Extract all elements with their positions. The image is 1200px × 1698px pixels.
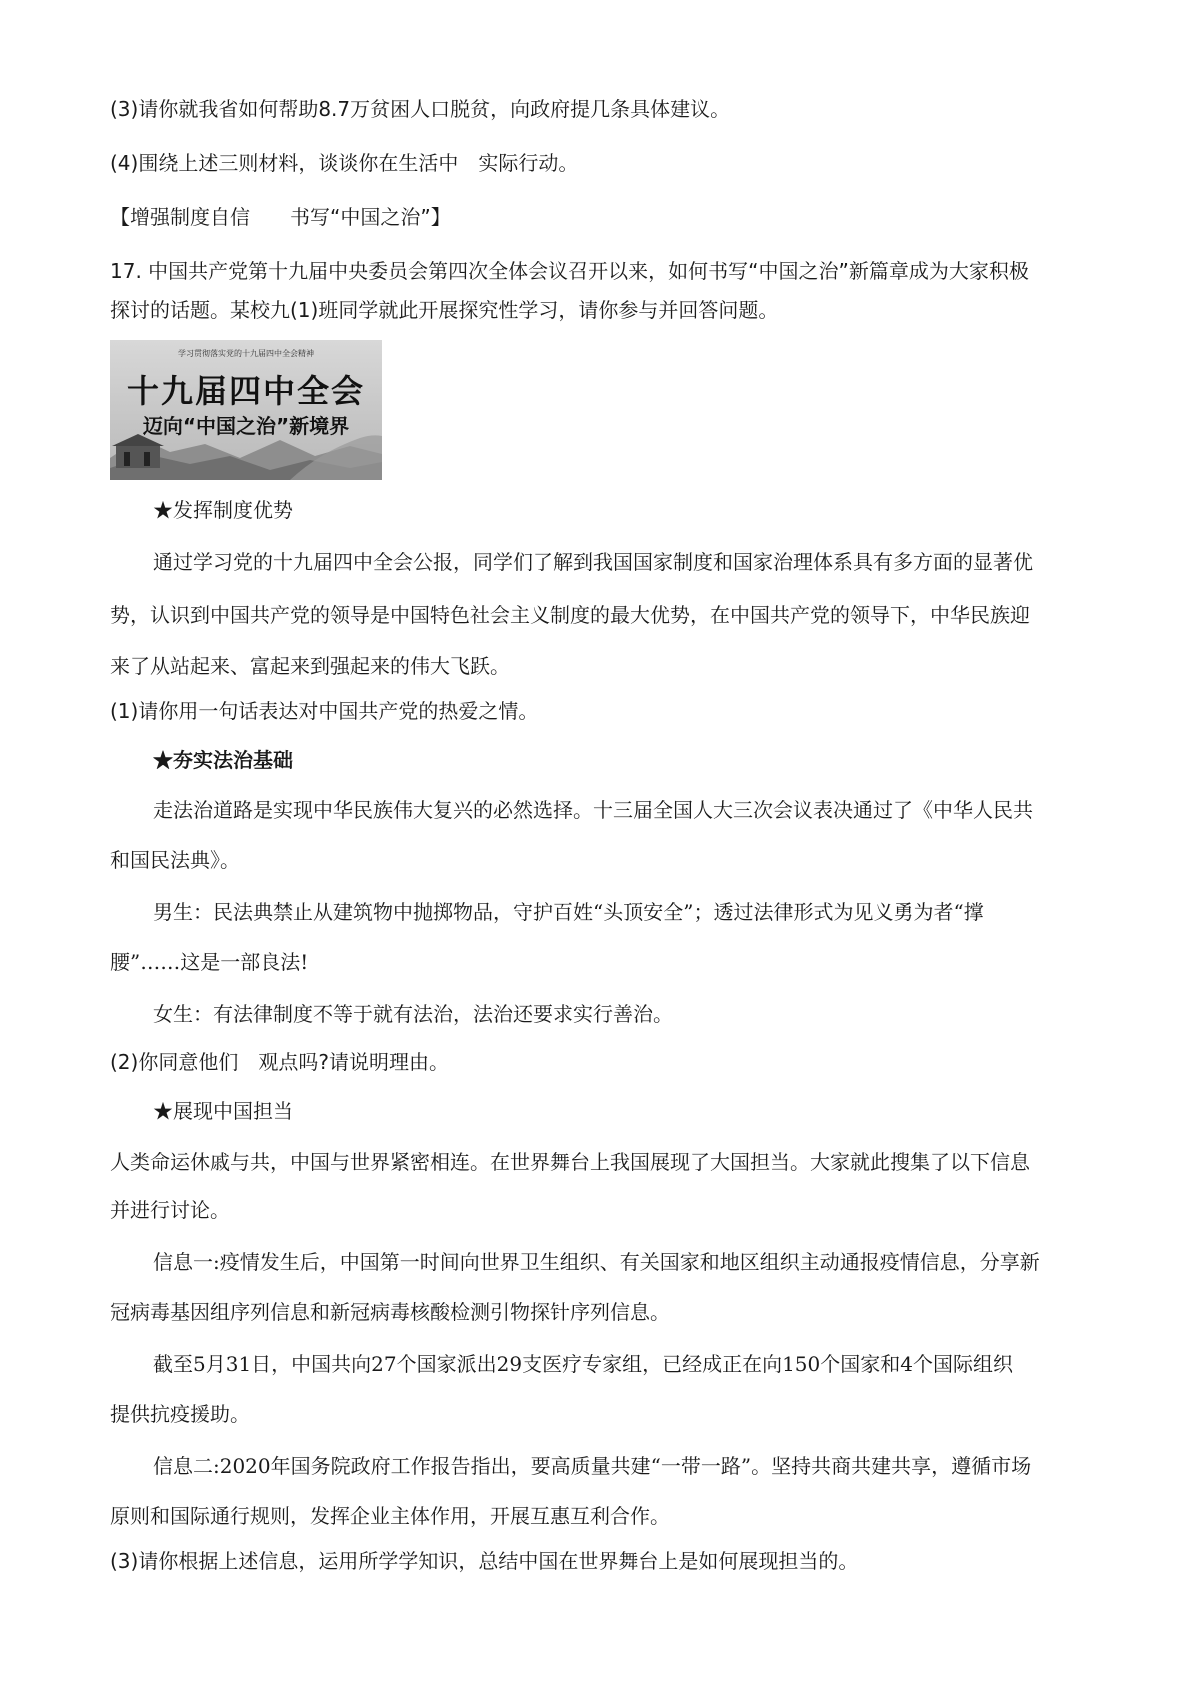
info-1-continued-line: 提供抗疫援助。 — [110, 1402, 250, 1426]
boy-statement-line: 腰”……这是一部良法! — [110, 950, 309, 974]
info-2-line: 原则和国际通行规则，发挥企业主体作用，开展互惠互利合作。 — [110, 1504, 670, 1528]
banner-title: 十九届四中全会 — [126, 372, 365, 410]
info-1-line: 冠病毒基因组序列信息和新冠病毒核酸检测引物探针序列信息。 — [110, 1300, 670, 1324]
banner-subtitle: 迈向“中国之治”新境界 — [142, 414, 350, 438]
paragraph-line: 和国民法典》。 — [110, 848, 240, 872]
section-title: 【增强制度自信 书写“中国之治”】 — [110, 205, 451, 229]
question-17-line: 17. 中国共产党第十九届中央委员会第四次全体会议召开以来，如何书写“中国之治”新篇章成为大家积极 — [110, 259, 1029, 283]
boy-statement-line: 男生：民法典禁止从建筑物中抛掷物品，守护百姓“头顶安全”；透过法律形式为见义勇为者“撑 — [153, 900, 984, 924]
question-4-text: (4)围绕上述三则材料，谈谈你在生活中 实际行动。 — [110, 151, 579, 175]
star-heading: ★夯实法治基础 — [153, 748, 293, 772]
star-heading: ★发挥制度优势 — [153, 498, 293, 522]
star-heading: ★展现中国担当 — [153, 1099, 293, 1123]
paragraph-line: 势，认识到中国共产党的领导是中国特色社会主义制度的最大优势，在中国共产党的领导下，中华民族迎 — [110, 603, 1030, 627]
question-3-text: (3)请你就我省如何帮助8.7万贫困人口脱贫，向政府提几条具体建议。 — [110, 97, 731, 121]
plenum-banner-image — [110, 340, 382, 480]
paragraph-line: 走法治道路是实现中华民族伟大复兴的必然选择。十三届全国人大三次会议表决通过了《中华人民共 — [153, 798, 1033, 822]
banner-small-text: 学习贯彻落实党的十九届四中全会精神 — [178, 349, 314, 358]
girl-statement: 女生：有法律制度不等于就有法治，法治还要求实行善治。 — [153, 1002, 673, 1026]
question-3-bottom-text: (3)请你根据上述信息，运用所学学知识，总结中国在世界舞台上是如何展现担当的。 — [110, 1549, 859, 1573]
info-1-line: 信息一:疫情发生后，中国第一时间向世界卫生组织、有关国家和地区组织主动通报疫情信息，分享新 — [153, 1250, 1040, 1274]
paragraph-line: 并进行讨论。 — [110, 1198, 230, 1222]
question-2-text: (2)你同意他们 观点吗?请说明理由。 — [110, 1050, 449, 1074]
question-1-text: (1)请你用一句话表达对中国共产党的热爱之情。 — [110, 699, 539, 723]
info-1-continued-line: 截至5月31日，中国共向27个国家派出29支医疗专家组，已经成正在向150个国家和4个国际组织 — [153, 1352, 1013, 1376]
info-2-line: 信息二:2020年国务院政府工作报告指出，要高质量共建“一带一路”。坚持共商共建共享，遵循市场 — [153, 1454, 1032, 1478]
paragraph-line: 来了从站起来、富起来到强起来的伟大飞跃。 — [110, 654, 510, 678]
question-17-line: 探讨的话题。某校九(1)班同学就此开展探究性学习，请你参与并回答问题。 — [110, 298, 779, 322]
paragraph-line: 通过学习党的十九届四中全会公报，同学们了解到我国国家制度和国家治理体系具有多方面的显著优 — [153, 550, 1033, 574]
paragraph-line: 人类命运休戚与共，中国与世界紧密相连。在世界舞台上我国展现了大国担当。大家就此搜集了以下信息 — [110, 1150, 1030, 1174]
